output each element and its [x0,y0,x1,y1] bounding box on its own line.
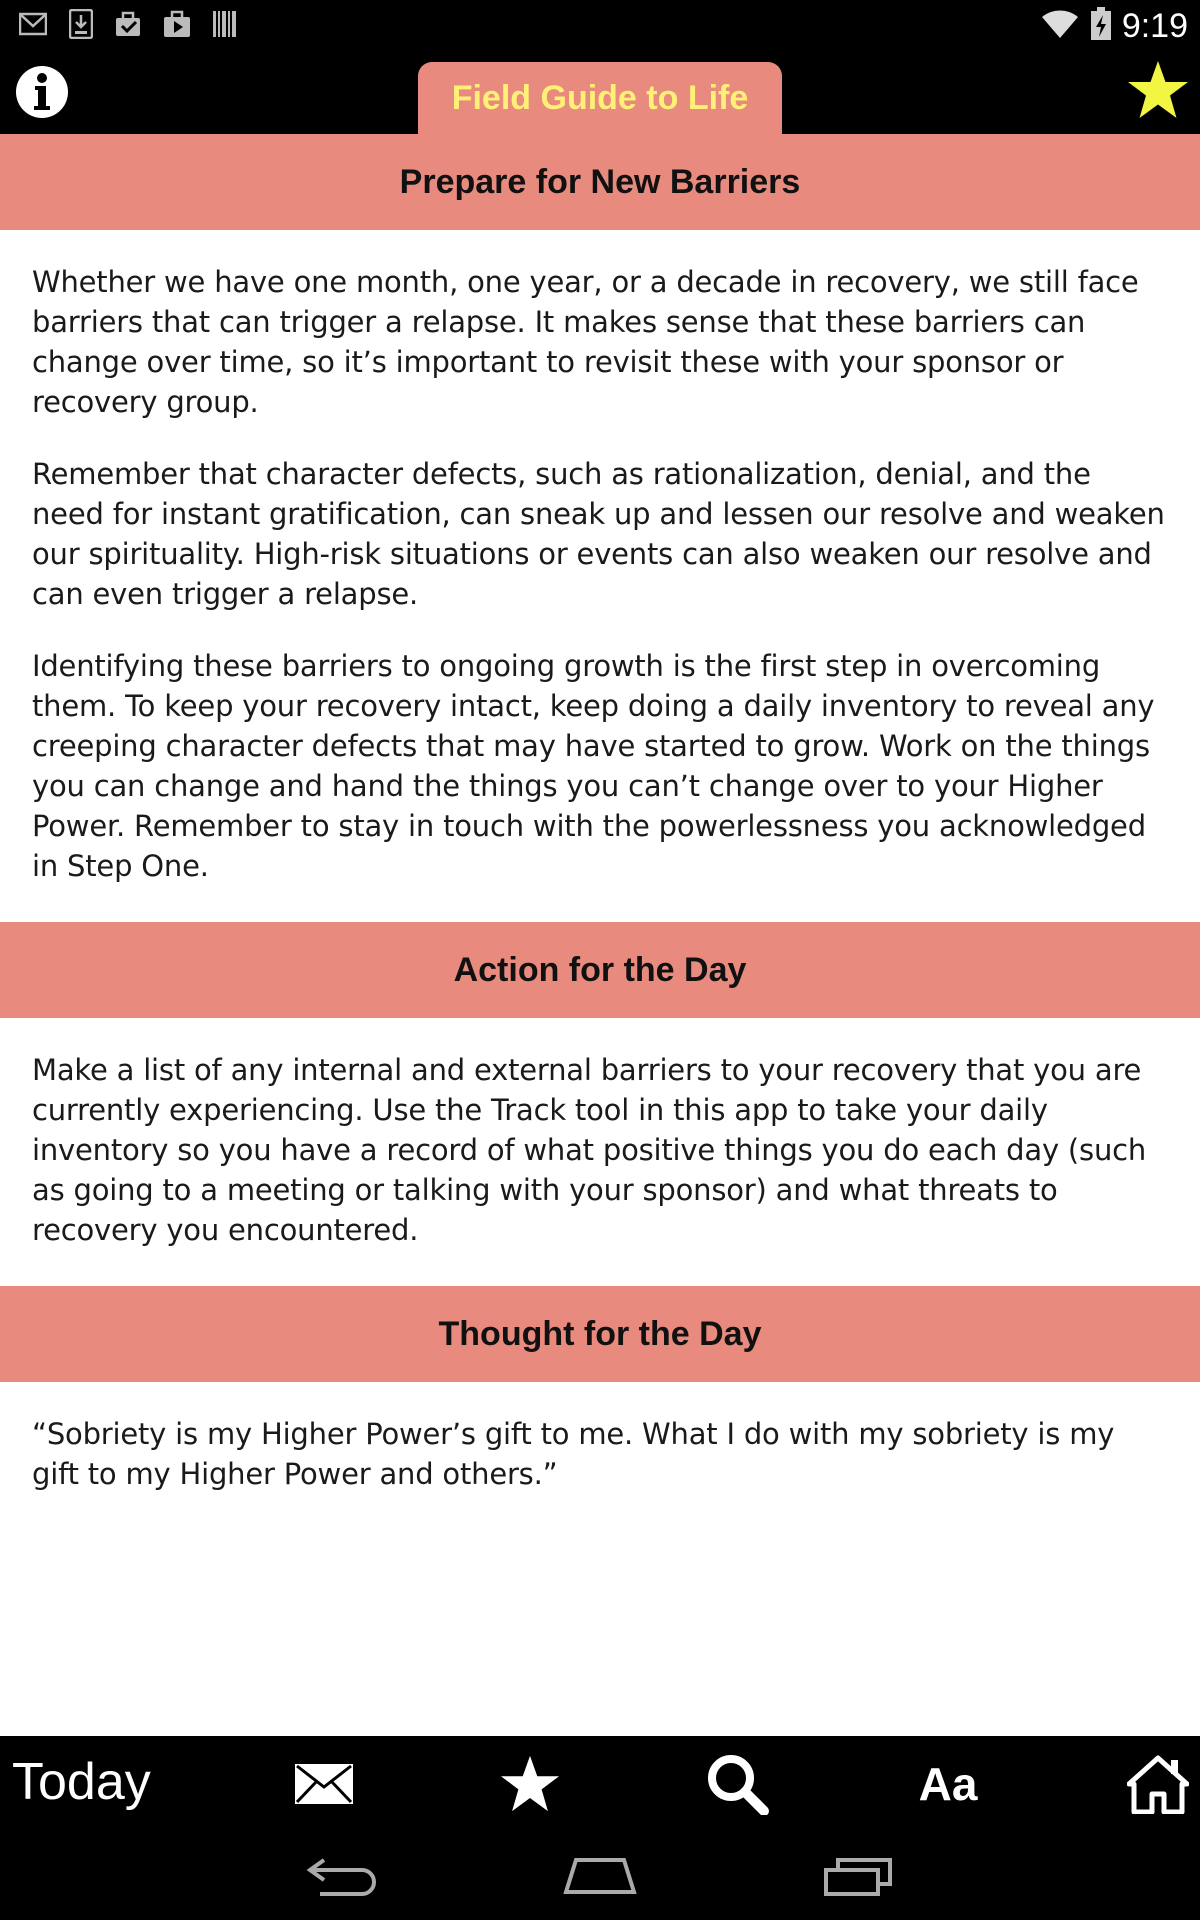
paragraph: Identifying these barriers to ongoing growth is the first step in overcoming them. To keep your recovery intact, keep doing a daily inventory to reveal any creeping character defects that may have started to grow. Work on the things you can change and hand the things you can’t change over to your Higher Power. Remember to stay in touch with the powerlessness you acknowledged in Step One. [32,649,1155,883]
star-icon [1126,58,1190,122]
play-store-icon [162,8,192,40]
paragraph: Make a list of any internal and external barriers to your recovery that you are currently experiencing. Use the Track tool in this app to take your daily inventory so you have a record of what positive things you do each day (such as going to a meeting or talking with your sponsor) and what threats to recovery you encountered. [32,1053,1147,1247]
recent-apps-button[interactable] [818,1850,898,1902]
favorite-button[interactable] [1126,58,1190,122]
paragraph: “Sobriety is my Higher Power’s gift to me. What I do with my sobriety is my gift to my Higher Power and others.” [32,1417,1115,1491]
search-button[interactable] [698,1746,778,1822]
gmail-icon [18,8,48,40]
wifi-icon [1040,8,1080,44]
info-icon [14,64,70,120]
task-icon [114,8,144,40]
system-nav-bar [0,1832,1200,1920]
section-heading: Thought for the Day [0,1286,1200,1382]
section-body [0,1382,1200,1530]
status-bar [0,0,1200,50]
home-icon [562,1856,638,1896]
font-size-icon: Aa [918,1758,978,1810]
status-time: 9:19 [1121,7,1188,45]
home-icon [1127,1754,1189,1814]
recent-apps-icon [822,1856,894,1896]
barcode-icon [210,8,240,40]
section-heading: Prepare for New Barriers [0,134,1200,230]
search-icon [706,1753,770,1815]
mail-icon [294,1763,354,1805]
app-title: Field Guide to Life [418,62,782,134]
section-body [0,1018,1200,1286]
paragraph: Whether we have one month, one year, or a decade in recovery, we still face barriers that can trigger a relapse. It makes sense that these barriers can change over time, so it’s important to revisit these with your sponsor or recovery group. [32,265,1139,419]
favorites-button[interactable] [490,1746,570,1822]
section-heading: Action for the Day [0,922,1200,1018]
info-button[interactable] [14,64,70,120]
back-icon [306,1856,378,1896]
nav-home-button[interactable] [560,1850,640,1902]
home-button[interactable] [1118,1746,1198,1822]
notification-icons [18,8,240,40]
mail-button[interactable] [284,1746,364,1822]
download-icon [66,8,96,40]
reading-content [0,134,1200,1736]
back-button[interactable] [302,1850,382,1902]
paragraph: Remember that character defects, such as rationalization, denial, and the need for instant gratification, can sneak up and lessen our resolve and weaken our spirituality. High-risk situations or events can also weaken our resolve and can even trigger a relapse. [32,457,1165,611]
bottom-toolbar [0,1736,1200,1832]
star-icon [499,1754,561,1814]
app-header [0,50,1200,134]
today-button[interactable]: Today [12,1753,151,1811]
battery-charging-icon [1090,7,1112,45]
section-body [0,230,1200,922]
font-size-button[interactable] [908,1746,988,1822]
